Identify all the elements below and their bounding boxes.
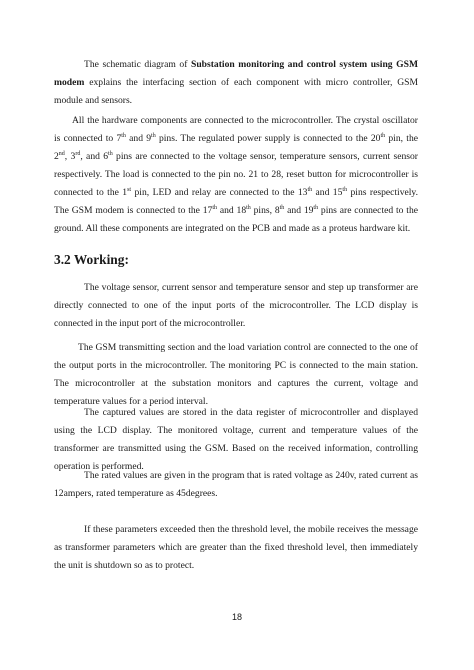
section-heading: 3.2 Working: [54,252,129,267]
hardware-paragraph: All the hardware components are connected to the microcontroller. The crystal oscillator is connected to 7th and 9th pins. The regulated power supply is connected to the 20th pin, the 2nd, 3rd, and 6th pins are connected to the voltage sensor, temperature sensors, current sensor respectively. The load is connected to the pin no. 21 to 28, reset button for microcontroller is connected to the 1st pin, LED and relay are connected to the 13th and 15th pins respectively. The GSM modem is connected to the 17th and 18th pins, 8th and 19th pins are connected to the ground. All these components are integrated on the PCB and made as a proteus hardware kit. [54,115,419,234]
working-paragraph-5: If these parameters exceeded then the threshold level, the mobile receives the message as transformer parameters which are greater than the fixed threshold level, then immediately the unit is shutdown so as to protect. [54,524,418,571]
working-paragraph-2: The GSM transmitting section and the load variation control are connected to the one of the output ports in the microcontroller. The monitoring PC is connected to the main station. The microcontroller at the substation monitors and captures the current, voltage and temperature values for a period interval. [54,342,418,407]
intro-bold-title: Substation monitoring and control system using GSM modem [54,59,418,88]
page-number: 18 [231,612,242,622]
intro-paragraph [54,56,418,110]
intro-text-end: explains the interfacing section of each component with micro controller, GSM module and sensors. [54,77,418,106]
intro-text: The schematic diagram of [84,59,191,70]
working-paragraph-4: The rated values are given in the program that is rated voltage as 240v, rated current as 12ampers, rated temperature as 45degrees. [54,470,418,499]
working-paragraph-1: The voltage sensor, current sensor and temperature sensor and step up transformer are directly connected to one of the input ports of the microcontroller. The LCD display is connected in the input port of the microcontroller. [54,282,418,329]
working-paragraph-3: The captured values are stored in the data register of microcontroller and displayed using the LCD display. The monitored voltage, current and temperature values of the transformer are transmitted using the GSM. Based on the received information, controlling operation is performed. [54,407,418,472]
